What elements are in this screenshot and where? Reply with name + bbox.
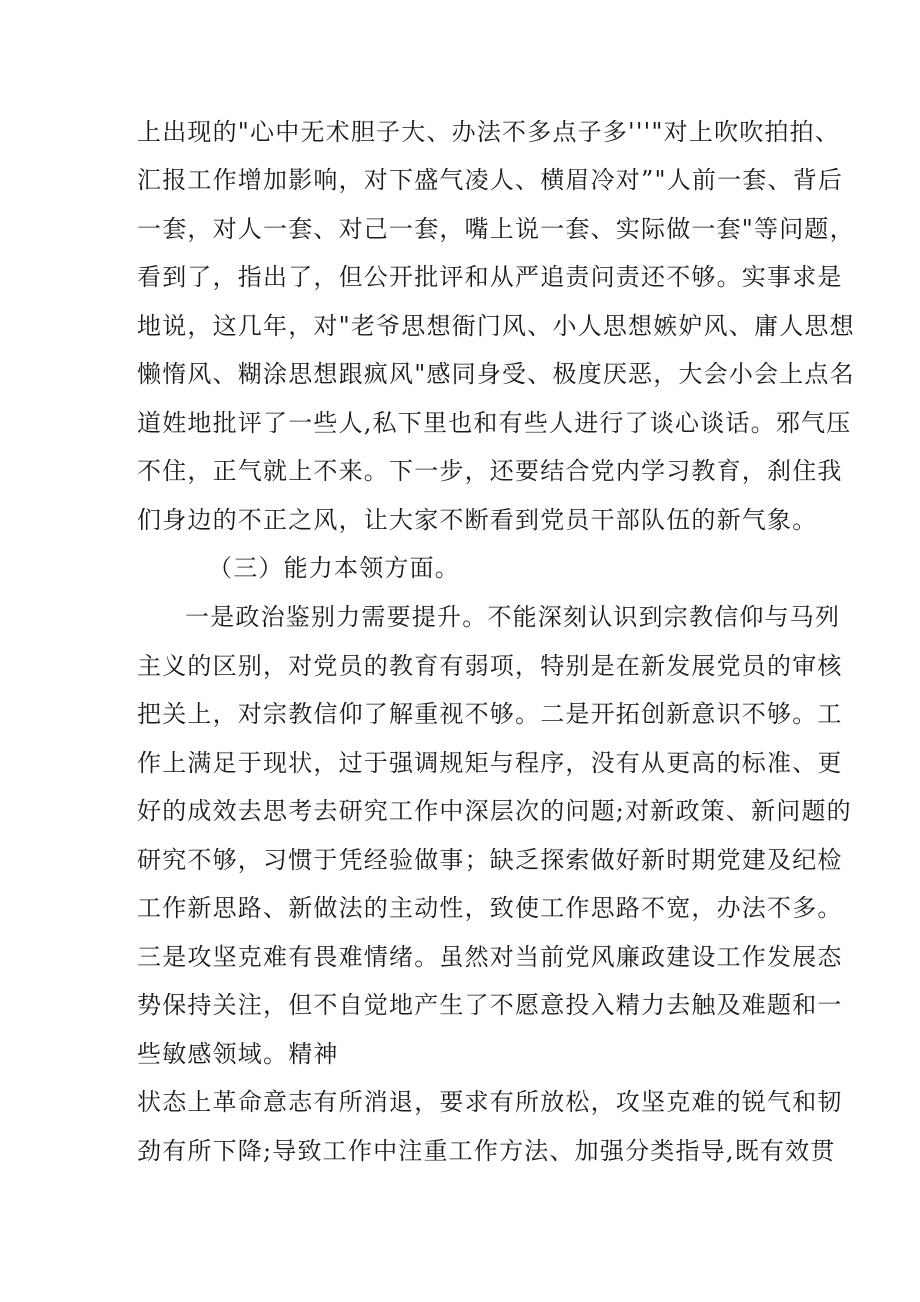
text-line: 看到了，指出了，但公开批评和从严追责问责还不够。实事求是 — [137, 263, 843, 291]
text-line: 道姓地批评了一些人,私下里也和有些人进行了谈心谈话。邪气压 — [137, 409, 852, 437]
text-line: 些敏感领域。精神 — [137, 1040, 339, 1068]
text-line: 一套，对人一套、对己一套，嘴上说一套、实际做一套"等问题， — [137, 215, 855, 243]
text-line: 工作新思路、新做法的主动性，致使工作思路不宽，办法不多。 — [137, 894, 843, 922]
text-line: 懒惰风、糊涂思想跟疯风"感同身受、极度厌恶，大会小会上点名 — [137, 360, 855, 388]
text-line: 势保持关注，但不自觉地产生了不愿意投入精力去触及难题和一 — [137, 991, 843, 1019]
section-heading: （三）能力本领方面。 — [208, 554, 460, 582]
text-line: 们身边的不正之风，让大家不断看到党员干部队伍的新气象。 — [137, 506, 818, 534]
text-line: 地说，这几年，对"老爷思想衙门风、小人思想嫉妒风、庸人思想 — [137, 312, 855, 340]
text-line: 三是攻坚克难有畏难情绪。虽然对当前党风廉政建设工作发展态 — [137, 943, 843, 971]
text-line: 作上满足于现状，过于强调规矩与程序，没有从更高的标准、更 — [137, 749, 843, 777]
text-line: 把关上，对宗教信仰了解重视不够。二是开拓创新意识不够。工 — [137, 700, 843, 728]
text-line: 不住，正气就上不来。下一步，还要结合党内学习教育，刹住我 — [137, 457, 843, 485]
text-line: 好的成效去思考去研究工作中深层次的问题;对新政策、新问题的 — [137, 797, 852, 825]
text-line: 研究不够，习惯于凭经验做事；缺乏探索做好新时期党建及纪检 — [137, 846, 843, 874]
text-line: 上出现的"心中无术胆子大、办法不多点子多'''"对上吹吹拍拍、 — [137, 118, 841, 146]
text-line: 主义的区别，对党员的教育有弱项，特别是在新发展党员的审核 — [137, 652, 843, 680]
text-line: 状态上革命意志有所消退，要求有所放松，攻坚克难的锐气和韧 — [137, 1088, 843, 1116]
text-line: 劲有所下降;导致工作中注重工作方法、加强分类指导,既有效贯 — [137, 1137, 836, 1165]
text-line: 一是政治鉴别力需要提升。不能深刻认识到宗教信仰与马列 — [185, 603, 841, 631]
text-line: 汇报工作增加影响，对下盛气凌人、横眉冷对”"人前一套、背后 — [137, 166, 844, 194]
